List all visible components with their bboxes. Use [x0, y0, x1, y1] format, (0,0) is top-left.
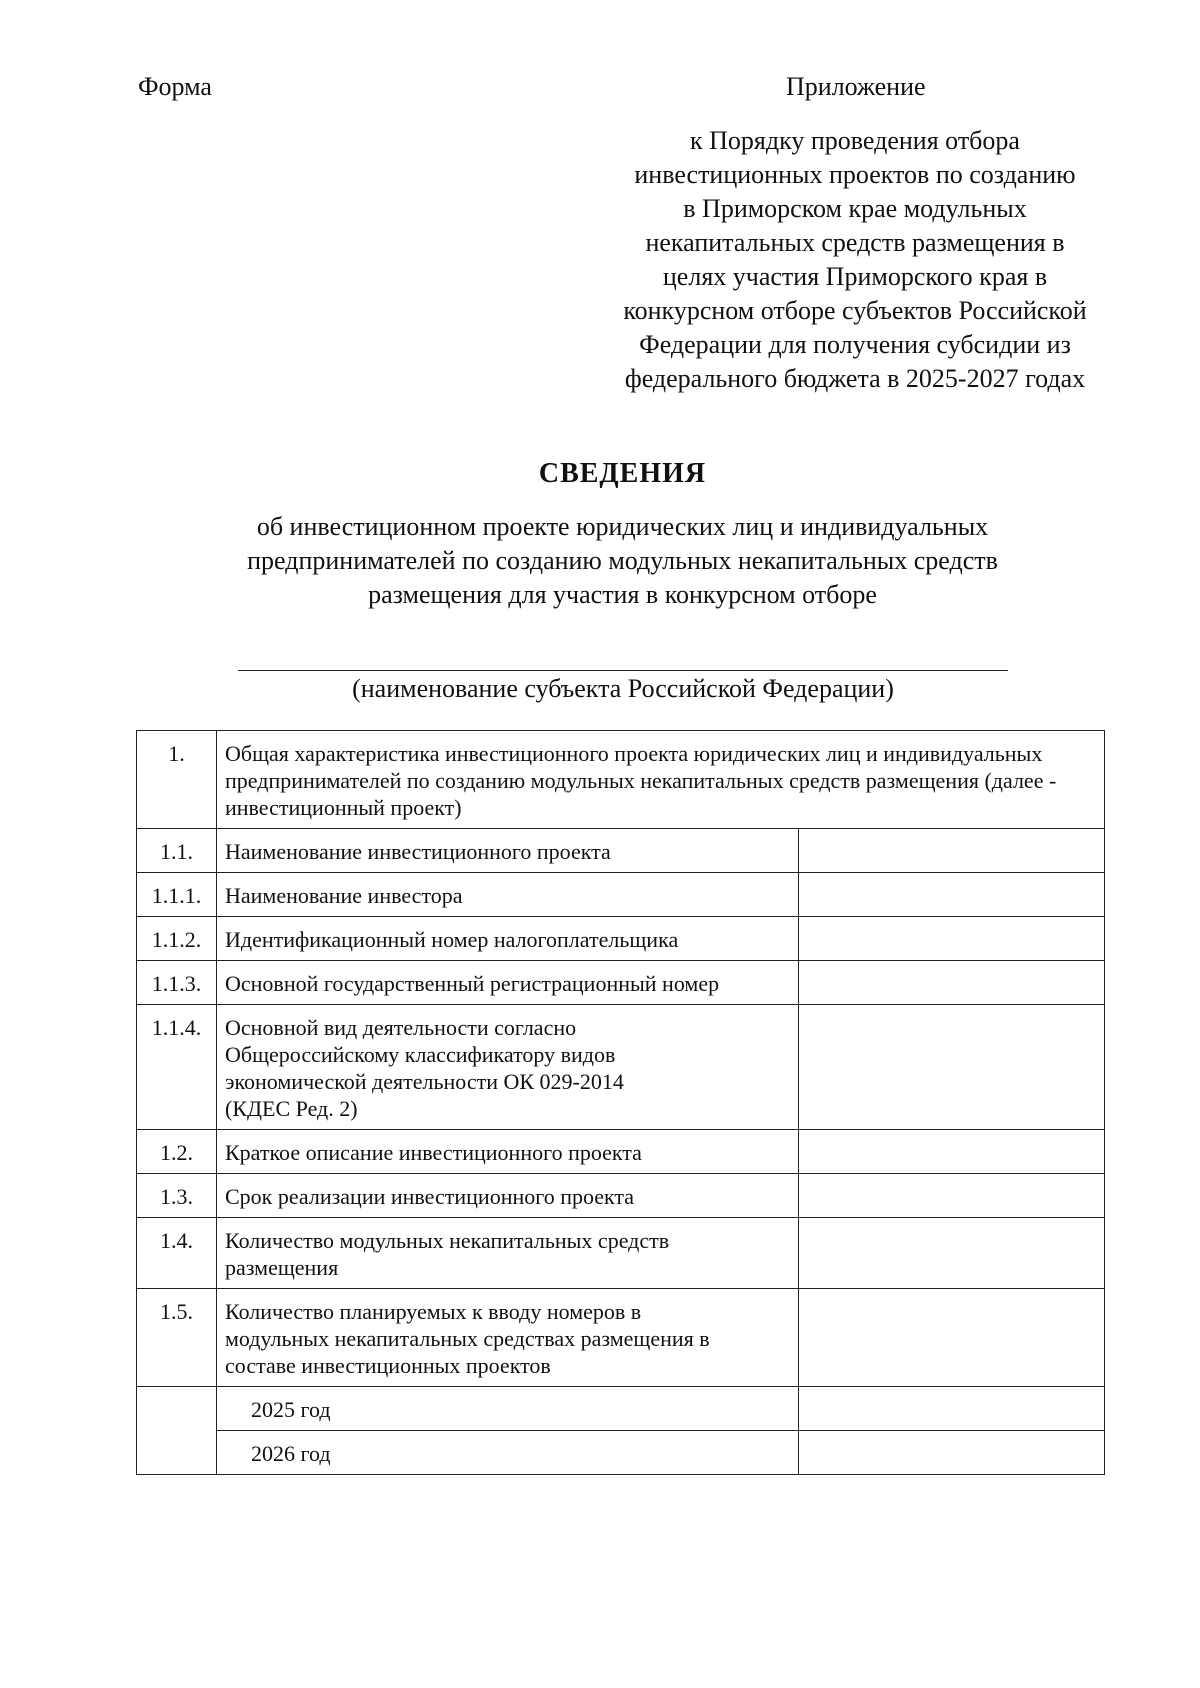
- row-value-cell: [799, 917, 1105, 961]
- row-number: 1.1.2.: [137, 917, 217, 961]
- row-label: [217, 1218, 799, 1289]
- appendix-line: целях участия Приморского края в: [662, 262, 1048, 291]
- appendix-title: Приложение: [786, 72, 926, 101]
- row-value-cell: [799, 1174, 1105, 1218]
- appendix-line: инвестиционных проектов по созданию: [634, 160, 1076, 189]
- row-number: 1.1.1.: [137, 873, 217, 917]
- row-label-line: размещения: [225, 1255, 339, 1280]
- row-value-cell: [799, 1289, 1105, 1387]
- table-row: [137, 1005, 1105, 1130]
- appendix-line: к Порядку проведения отбора: [690, 126, 1020, 155]
- row-number: 1.4.: [137, 1218, 217, 1289]
- row-value-cell: [799, 1218, 1105, 1289]
- row-label-line: (КДЕС Ред. 2): [225, 1096, 358, 1121]
- table-row: [137, 961, 1105, 1005]
- row-number: 1.2.: [137, 1130, 217, 1174]
- row-label: Общая характеристика инвестиционного проекта юридических лиц и индивидуальных предпринимателей по созданию модульных некапитальных средств размещения (далее - инвестиционный проект): [217, 731, 1105, 829]
- subject-name-blank-line: [238, 670, 1008, 671]
- year-label: 2026 год: [217, 1431, 799, 1475]
- row-label: Идентификационный номер налогоплательщика: [217, 917, 799, 961]
- table-row: [137, 917, 1105, 961]
- row-number: 1.1.4.: [137, 1005, 217, 1130]
- table-row: [137, 1218, 1105, 1289]
- subtitle-line: предпринимателей по созданию модульных некапитальных средств: [247, 546, 998, 575]
- row-number: 1.1.3.: [137, 961, 217, 1005]
- subject-name-caption: (наименование субъекта Российской Федерации): [352, 674, 894, 703]
- form-label: Форма: [138, 72, 212, 101]
- row-value-cell: [799, 873, 1105, 917]
- row-number: 1.: [137, 731, 217, 829]
- row-label-line: экономической деятельности ОК 029-2014: [225, 1069, 624, 1094]
- appendix-line: федерального бюджета в 2025-2027 годах: [624, 364, 1086, 393]
- subtitle-line: размещения для участия в конкурсном отборе: [368, 580, 877, 609]
- row-label: Наименование инвестора: [217, 873, 799, 917]
- row-label: [217, 1005, 799, 1130]
- row-label: Основной государственный регистрационный номер: [217, 961, 799, 1005]
- document-subtitle: [140, 510, 1105, 612]
- row-label-line: Количество модульных некапитальных средств: [225, 1228, 670, 1253]
- appendix-line: конкурсном отборе субъектов Российской: [623, 296, 1087, 325]
- row-label: Срок реализации инвестиционного проекта: [217, 1174, 799, 1218]
- row-label: Наименование инвестиционного проекта: [217, 829, 799, 873]
- row-number: 1.1.: [137, 829, 217, 873]
- row-label: [217, 1289, 799, 1387]
- row-label-line: Основной вид деятельности согласно: [225, 1015, 577, 1040]
- table-row-section-1: [137, 731, 1105, 829]
- row-number: 1.3.: [137, 1174, 217, 1218]
- table-row: [137, 1289, 1105, 1387]
- row-value-cell: [799, 829, 1105, 873]
- row-value-cell: [799, 1130, 1105, 1174]
- year-label: 2025 год: [217, 1387, 799, 1431]
- row-value-cell: [799, 961, 1105, 1005]
- table-row: [137, 873, 1105, 917]
- row-value-cell: [799, 1431, 1105, 1475]
- appendix-line: Федерации для получения субсидии из: [639, 330, 1071, 359]
- row-label: Краткое описание инвестиционного проекта: [217, 1130, 799, 1174]
- appendix-line: в Приморском крае модульных: [683, 194, 1027, 223]
- row-label-line: составе инвестиционных проектов: [225, 1353, 551, 1378]
- row-number: 1.5.: [137, 1289, 217, 1387]
- row-label-line: Общероссийскому классификатору видов: [225, 1042, 616, 1067]
- document-title: СВЕДЕНИЯ: [538, 458, 707, 489]
- table-row-year: [137, 1387, 1105, 1431]
- table-row: [137, 829, 1105, 873]
- appendix-text: [590, 124, 1120, 396]
- row-number-empty: [137, 1387, 217, 1475]
- row-label-line: модульных некапитальных средствах размещения в: [225, 1326, 710, 1351]
- table-row: [137, 1174, 1105, 1218]
- table-row-year: [137, 1431, 1105, 1475]
- table-row: [137, 1130, 1105, 1174]
- row-value-cell: [799, 1387, 1105, 1431]
- investment-info-table: [136, 730, 1105, 1475]
- row-label-line: Количество планируемых к вводу номеров в: [225, 1299, 642, 1324]
- appendix-line: некапитальных средств размещения в: [645, 228, 1065, 257]
- subtitle-line: об инвестиционном проекте юридических лиц и индивидуальных: [256, 512, 989, 541]
- row-value-cell: [799, 1005, 1105, 1130]
